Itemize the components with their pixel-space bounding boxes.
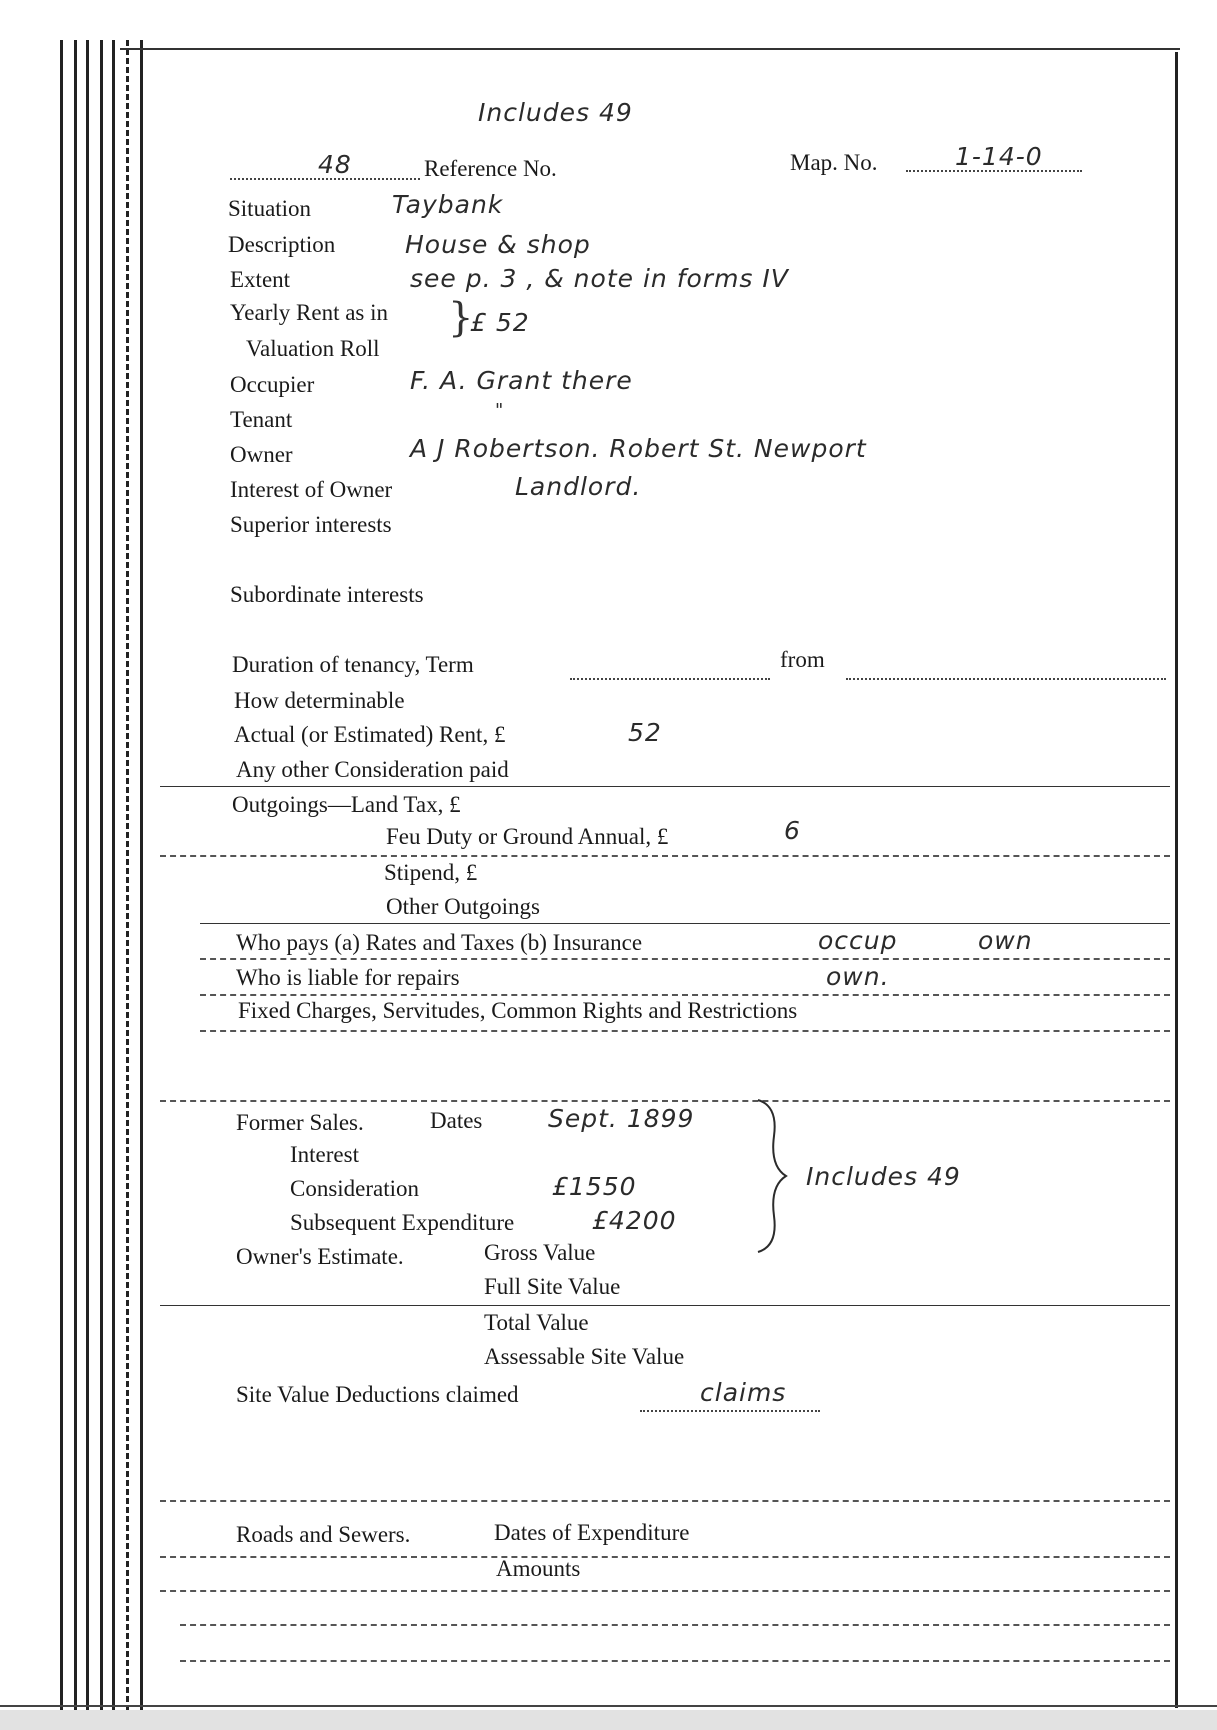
rule-estimate [160,1305,1170,1306]
roads-sewers-label: Roads and Sewers. [236,1522,411,1547]
rule-amounts [160,1590,1170,1592]
former-sales-label: Former Sales. [236,1110,364,1135]
gross-value-label: Gross Value [484,1240,596,1265]
how-determinable-label: How determinable [234,688,405,713]
situation-value: Taybank [392,190,504,219]
who-pays-insurance-value: own [978,926,1033,955]
actual-rent-value: 52 [628,718,662,747]
scan-edge [0,1710,1217,1730]
tenant-value: " [495,400,505,421]
bottom-border [0,1705,1217,1707]
full-site-value-label: Full Site Value [484,1274,621,1299]
owners-estimate-label: Owner's Estimate. [236,1244,404,1269]
other-outgoings-label: Other Outgoings [386,894,540,919]
valuation-roll-label: Valuation Roll [246,336,380,361]
who-pays-label: Who pays (a) Rates and Taxes (b) Insurance [236,930,643,955]
who-pays-rates-value: occup [818,926,898,955]
who-liable-label: Who is liable for repairs [236,965,460,990]
rule-fixed [200,1030,1170,1032]
from-blank [846,678,1166,680]
from-label: from [780,647,825,672]
former-sales-consideration-value: £1550 [552,1172,637,1201]
situation-label: Situation [228,196,312,221]
outgoings-land-tax-label: Outgoings—Land Tax, £ [232,792,461,817]
former-sales-brace [752,1096,792,1256]
extent-value: see p. 3 , & note in forms IV [410,264,789,293]
subordinate-interests-label: Subordinate interests [230,582,424,607]
rule-fixed-2 [160,1100,1170,1102]
extent-label: Extent [230,267,291,292]
map-label: Map. No. [790,150,878,175]
rule-who-pays [200,958,1170,960]
reference-label: Reference No. [424,156,557,181]
fixed-charges-label: Fixed Charges, Servitudes, Common Rights and Restrictions [238,998,798,1023]
interest-of-owner-value: Landlord. [515,472,642,501]
stipend-label: Stipend, £ [384,860,478,885]
former-sales-dates-label: Dates [430,1108,483,1133]
feu-duty-label: Feu Duty or Ground Annual, £ [386,824,669,849]
yearly-rent-label: Yearly Rent as in [230,300,389,325]
who-liable-value: own. [826,962,890,991]
site-value-deductions-label: Site Value Deductions claimed [236,1382,519,1407]
yearly-rent-bracket: } [448,295,474,341]
term-blank [570,678,770,680]
reference-value: 48 [318,150,352,179]
rule-feu [160,855,1170,857]
page-edge-binding [60,40,150,1720]
rule-consideration [160,786,1170,787]
duration-label: Duration of tenancy, Term [232,652,474,677]
owner-value: A J Robertson. Robert St. Newport [410,434,867,463]
total-value-label: Total Value [484,1310,589,1335]
rule-who-liable [200,994,1170,996]
former-sales-interest-label: Interest [290,1142,359,1167]
former-sales-side-note: Includes 49 [806,1162,961,1191]
right-border [1175,52,1178,1708]
rule-bottom-1 [180,1624,1170,1626]
rule-roads [160,1556,1170,1558]
deductions-blank [640,1410,820,1412]
description-label: Description [228,232,336,257]
assessable-site-value-label: Assessable Site Value [484,1344,685,1369]
superior-interests-label: Superior interests [230,512,392,537]
occupier-label: Occupier [230,372,315,397]
map-value: 1-14-0 [955,142,1043,171]
roads-dates-label: Dates of Expenditure [494,1520,690,1545]
actual-rent-label: Actual (or Estimated) Rent, £ [234,722,506,747]
interest-of-owner-label: Interest of Owner [230,477,393,502]
subsequent-expenditure-value: £4200 [592,1206,677,1235]
former-sales-consideration-label: Consideration [290,1176,420,1201]
other-consideration-label: Any other Consideration paid [236,757,509,782]
subsequent-expenditure-label: Subsequent Expenditure [290,1210,515,1235]
roads-amounts-label: Amounts [496,1556,581,1581]
rule-bottom-2 [180,1660,1170,1662]
tenant-label: Tenant [230,407,293,432]
top-border [120,48,1180,50]
header-note: Includes 49 [478,98,633,127]
occupier-value: F. A. Grant there [410,366,633,395]
owner-label: Owner [230,442,293,467]
former-sales-dates-value: Sept. 1899 [548,1104,695,1133]
rule-deductions [160,1500,1170,1502]
feu-duty-value: 6 [784,816,801,845]
rule-outgoings [200,923,1170,924]
site-value-deductions-value: claims [700,1378,787,1407]
description-value: House & shop [405,230,591,259]
yearly-rent-value: £ 52 [470,308,530,337]
